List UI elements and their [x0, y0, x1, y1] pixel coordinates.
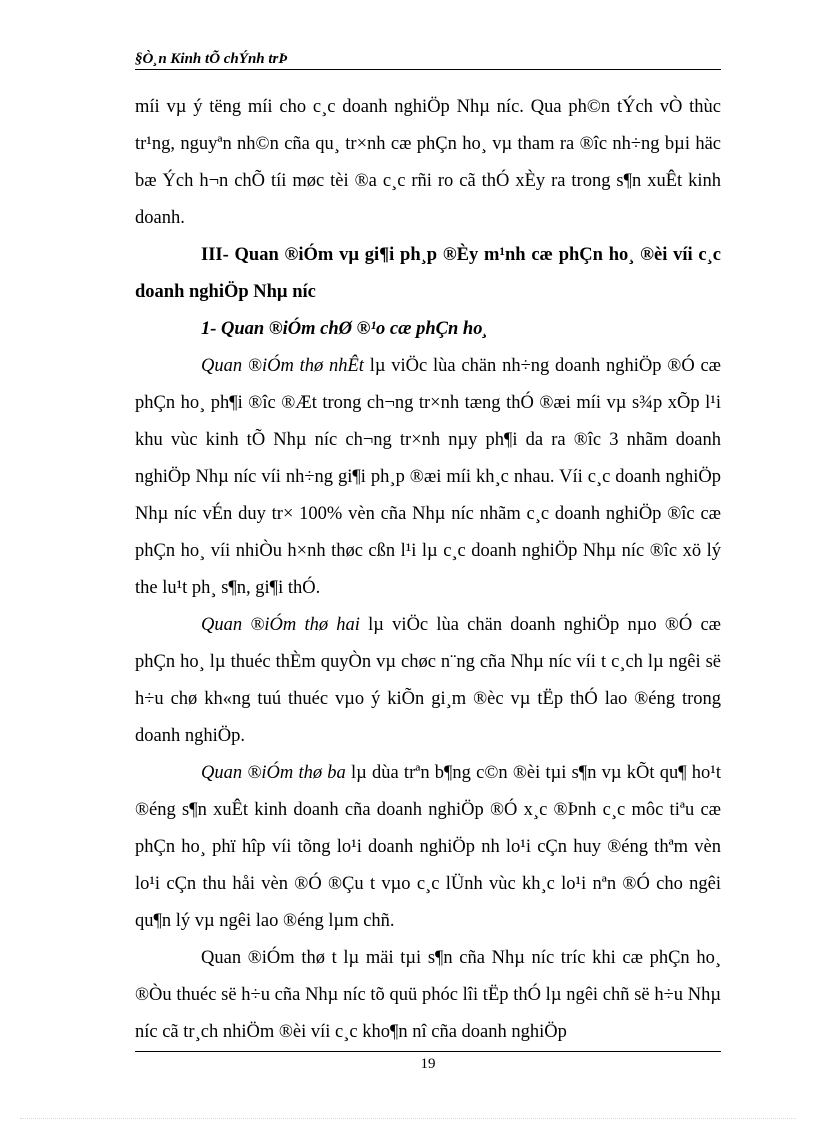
page-header: §Ò¸n Kinh tÕ chÝnh trÞ — [135, 51, 288, 67]
subsection-heading: 1- Quan ®iÓm chØ ®¹o cæ phÇn ho¸ — [201, 319, 489, 339]
viewpoint-2-lead: Quan ®iÓm thø hai — [201, 615, 360, 635]
page-bottom-border — [20, 1118, 796, 1119]
viewpoint-3-lead: Quan ®iÓm thø ba — [201, 763, 346, 783]
page-number: 19 — [420, 1056, 436, 1072]
viewpoint-1-text: lµ viÖc lùa chän nh÷ng doanh nghiÖp ®Ó cæ phÇn ho¸ ph¶i ®îc ®Æt trong ch¬ng tr×nh tæng thÓ ®æi míi vµ s¾p xÕp l¹i khu vùc kinh tÕ Nhµ níc ch¬ng tr×nh nµy ph¶i da ra ®îc 3 nhãm doanh nghiÖp Nhµ níc víi nh÷ng gi¶i ph¸p ®æi míi kh¸c nhau. Víi c¸c doanh nghiÖp Nhµ níc vÉn duy tr× 100% vèn cña Nhµ níc nhãm c¸c doanh nghiÖp ®îc cæ phÇn ho¸ víi nhiÒu h×nh thøc cßn l¹i lµ c¸c doanh nghiÖp Nhµ níc ®îc xö lý the lu¹t ph¸ s¶n, gi¶i thÓ. — [135, 356, 722, 598]
paragraph-viewpoint-4: Quan ®iÓm thø t lµ mäi tµi s¶n cña Nhµ níc tríc khi cæ phÇn ho¸ ®Òu thuéc së h÷u cña Nhµ níc tõ quü phóc lîi tËp thÓ lµ ngêi chñ së h÷u Nhµ níc cã tr¸ch nhiÖm ®èi víi c¸c kho¶n nî cña doanh nghiÖp — [135, 948, 721, 1042]
section-heading: III- Quan ®iÓm vµ gi¶i ph¸p ®Èy m¹nh cæ phÇn ho¸ ®èi víi c¸c doanh nghiÖp Nhµ níc — [135, 245, 721, 302]
paragraph-viewpoint-1 — [135, 348, 721, 607]
footer-rule — [135, 1051, 721, 1052]
paragraph-viewpoint-3 — [135, 755, 721, 940]
paragraph-viewpoint-2 — [135, 607, 721, 755]
body-text — [135, 89, 721, 1051]
header-rule — [135, 69, 721, 70]
paragraph-intro: míi vµ ý tëng míi cho c¸c doanh nghiÖp Nhµ níc. Qua ph©n tÝch vÒ thùc tr¹ng, nguyªn nh©n cña qu¸ tr×nh cæ phÇn ho¸ vµ tham ra ®îc nh÷ng bµi häc bæ Ých h¬n chÕ tíi møc tèi ®a c¸c rñi ro cã thÓ xÈy ra trong s¶n xuÊt kinh doanh. — [135, 97, 721, 228]
viewpoint-2-text: lµ viÖc lùa chän doanh nghiÖp nµo ®Ó cæ phÇn ho¸ lµ thuéc thÈm quyÒn vµ chøc n¨ng cña Nhµ níc víi t c¸ch lµ ngêi së h÷u chø kh«ng tuú thuéc vµo ý kiÕn gi¸m ®èc vµ tËp thÓ lao ®éng trong doanh nghiÖp. — [135, 615, 721, 746]
viewpoint-3-text: lµ dùa trªn b¶ng c©n ®èi tµi s¶n vµ kÕt qu¶ ho¹t ®éng s¶n xuÊt kinh doanh cña doanh nghiÖp ®Ó x¸c ®Þnh c¸c môc tiªu cæ phÇn ho¸ phï hîp víi tõng lo¹i doanh nghiÖp nh lo¹i cÇn huy ®éng thªm vèn lo¹i cÇn thu håi vèn ®Ó ®Çu t vµo c¸c lÜnh vùc kh¸c lo¹i nªn ®Ó cho ngêi qu¶n lý vµ ngêi lao ®éng lµm chñ. — [135, 763, 721, 931]
viewpoint-1-lead: Quan ®iÓm thø nhÊt — [201, 356, 364, 376]
